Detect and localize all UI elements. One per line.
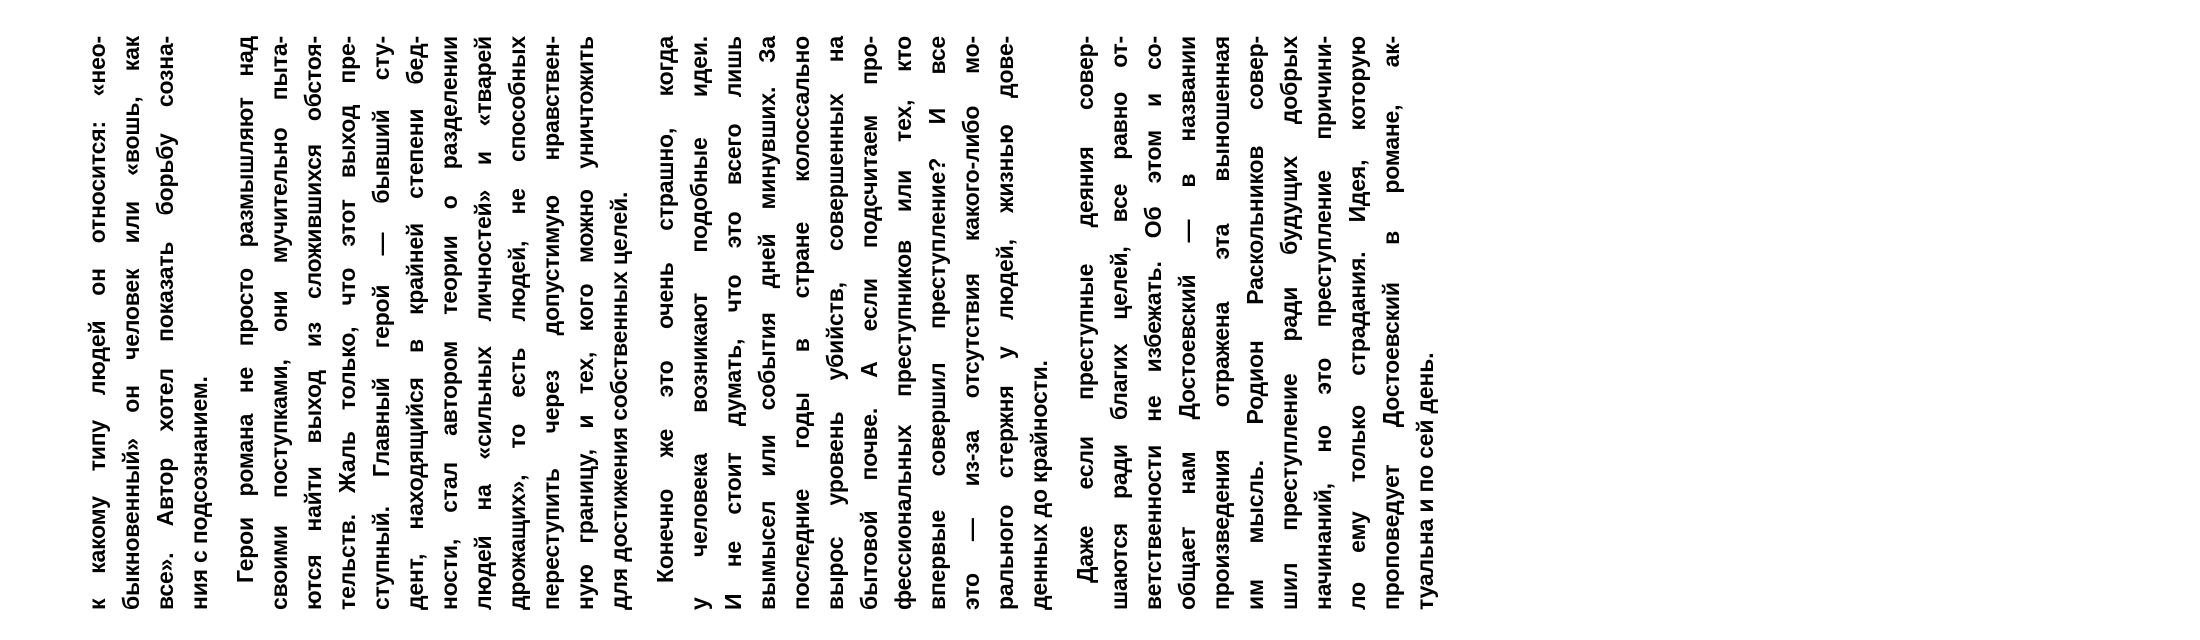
text-line: И не стоит думать, что это всего лишь — [720, 36, 746, 610]
text-line: туальна и по сей день. — [1412, 352, 1438, 610]
text-line: впервые совершил преступление? И все — [924, 36, 950, 610]
text-line: Даже если преступные деяния совер- — [1072, 36, 1098, 583]
text-line: проповедует Достоевский в романе, ак- — [1378, 36, 1404, 610]
text-line: им мысль. Родион Раскольников совер- — [1242, 36, 1268, 610]
text-line: фессиональных преступников или тех, кто — [890, 36, 916, 610]
text-line: денных до крайности. — [1026, 360, 1052, 610]
text-line: быкновенный» он человек или «вошь, как — [118, 36, 144, 610]
text-line: к какому типу людей он относится: «нео- — [84, 36, 110, 610]
text-line: своими поступками, они мучительно пыта- — [266, 36, 292, 610]
text-line: это — из-за отсутствия какого-либо мо- — [958, 36, 984, 610]
text-line: Конечно же это очень страшно, когда — [652, 36, 678, 583]
text-line: рального стержня у людей, жизнью дове- — [992, 36, 1018, 610]
rotated-text-block — [80, 36, 1442, 610]
text-line: бытовой почве. А если подсчитаем про- — [856, 36, 882, 610]
text-line: людей на «сильных личностей» и «тварей — [470, 36, 496, 610]
text-line: Герои романа не просто размышляют над — [232, 36, 258, 583]
text-line: ности, стал автором теории о разделении — [436, 36, 462, 610]
text-line: начинаний, но это преступление причини- — [1310, 36, 1336, 610]
text-line: ступный. Главный герой — бывший сту- — [368, 36, 394, 610]
text-line: ло ему только страдания. Идея, которую — [1344, 36, 1370, 610]
text-line: ветственности не избежать. Об этом и со- — [1140, 36, 1166, 610]
text-line: для достижения собственных целей. — [606, 191, 632, 610]
text-line: вырос уровень убийств, совершенных на — [822, 36, 848, 610]
text-line: ную границу, и тех, кого можно уничтожить — [572, 36, 598, 610]
text-line: вымысел или события дней минувших. За — [754, 36, 780, 610]
text-line: последние годы в стране колоссально — [788, 36, 814, 610]
text-line: переступить через допустимую нравствен- — [538, 36, 564, 610]
text-line: дрожащих», то есть людей, не способных — [504, 36, 530, 610]
text-line: дент, находящийся в крайней степени бед- — [402, 36, 428, 610]
text-line: все». Автор хотел показать борьбу созна- — [152, 36, 178, 610]
text-line: тельств. Жаль только, что этот выход пре- — [334, 36, 360, 610]
text-line: шил преступление ради будущих добрых — [1276, 36, 1302, 610]
text-line: произведения отражена эта выношенная — [1208, 36, 1234, 610]
text-line: шаются ради благих целей, все равно от- — [1106, 36, 1132, 610]
text-line: ния с подсознанием. — [186, 376, 212, 610]
text-line: общает нам Достоевский — в названии — [1174, 36, 1200, 610]
text-line: ются найти выход из сложившихся обстоя- — [300, 36, 326, 610]
text-line: у человека возникают подобные идеи. — [686, 36, 712, 610]
